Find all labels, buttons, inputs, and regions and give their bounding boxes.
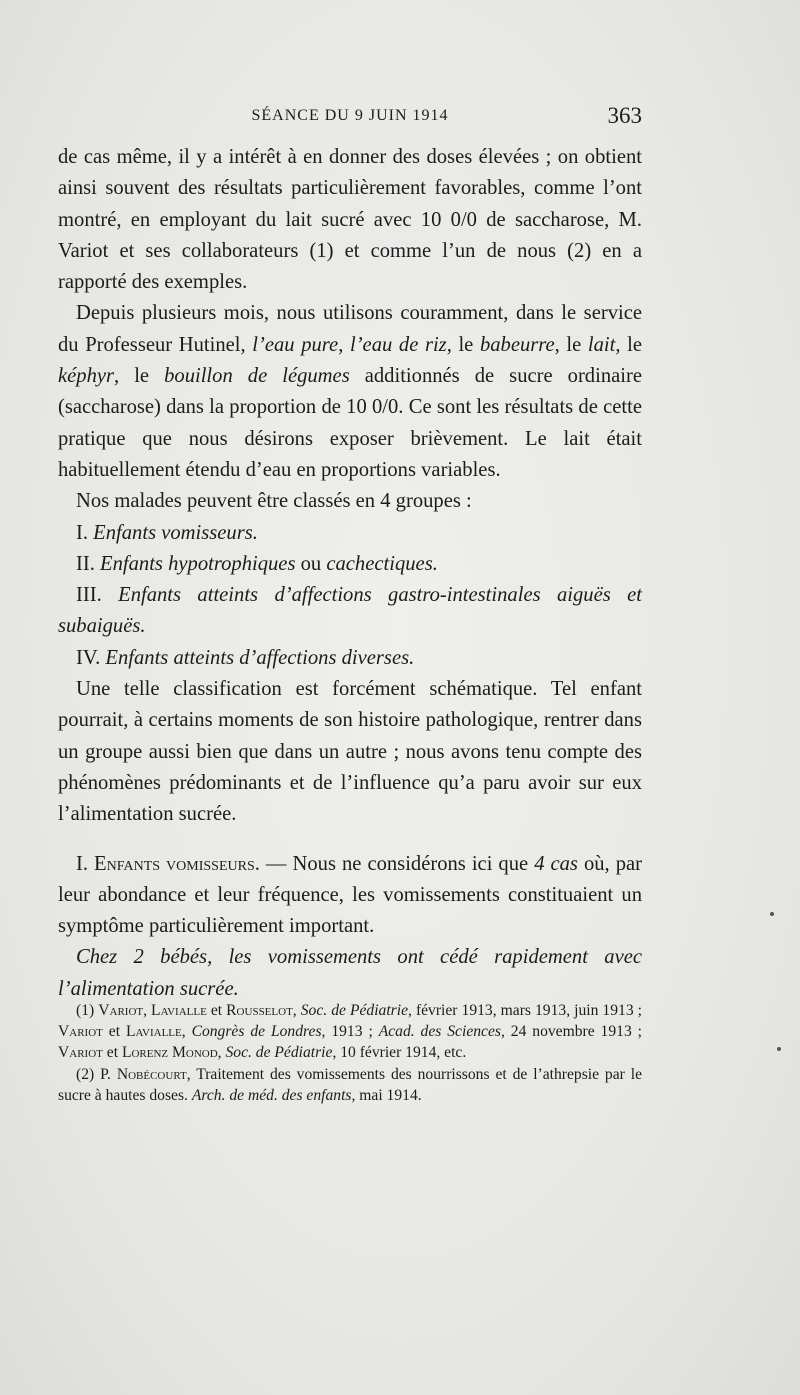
- group-number: IV.: [76, 646, 106, 669]
- group-label: Enfants atteints d’affections gastro-intestinales aiguës et subaiguës.: [58, 584, 642, 638]
- text-run: ,: [292, 1002, 301, 1019]
- group-label: Enfants hypotrophiques: [100, 552, 296, 575]
- italic-run: l’eau de riz: [349, 333, 447, 356]
- paragraph-italic-finding: [58, 942, 642, 1005]
- author-name: Lorenz Monod: [121, 1044, 218, 1062]
- paragraph-continuation: [58, 142, 642, 298]
- group-label: Enfants vomisseurs.: [93, 521, 258, 544]
- italic-run: Arch. de méd. des enfants: [191, 1086, 352, 1104]
- italic-run: 4 cas: [534, 852, 578, 875]
- text-run: (2) P.: [76, 1065, 117, 1083]
- text-run: , mai 1914.: [351, 1086, 422, 1104]
- text-run: (1): [76, 1002, 99, 1019]
- text-run: ,: [181, 1023, 192, 1041]
- italic-run: Acad. des Sciences: [378, 1023, 501, 1041]
- text-run: , février 1913, mars 1913, juin 1913 ;: [408, 1002, 642, 1019]
- text-run: Depuis plusieurs mois, nous utilisons couramment, dans le service du Professeur Hutinel,: [58, 302, 642, 356]
- italic-run: Soc. de Pédiatrie: [225, 1044, 333, 1062]
- group-item-3: [58, 580, 642, 643]
- group-number: III.: [76, 584, 119, 607]
- italic-run: Chez 2 bébés, les vomissements ont cédé rapidement avec l’alimentation sucrée.: [58, 946, 642, 1000]
- page-header: [58, 103, 642, 137]
- text-run: et: [206, 1002, 227, 1019]
- paragraph-groups-intro: [58, 486, 642, 517]
- author-name: Rousselot: [226, 1002, 293, 1019]
- text-run: ou: [295, 552, 327, 575]
- text-run: , le: [615, 333, 642, 356]
- italic-run: bouillon de légumes: [164, 365, 350, 388]
- text-run: , 1913 ;: [321, 1023, 379, 1041]
- text-run: additionnés de sucre ordinaire (saccharose) dans la proportion de 10 0/0. Ce sont les résultats de cette pratique que nous désirons exposer brièvement. Le lait était habituellement étendu d’eau en proportions variables.: [58, 365, 642, 481]
- group-label: Enfants atteints d’affections diverses.: [105, 646, 415, 669]
- text-run: et: [102, 1023, 126, 1041]
- italic-run: babeurre: [479, 333, 555, 356]
- page-number: 363: [607, 103, 642, 128]
- group-number: I.: [76, 521, 94, 544]
- text-run: , le: [114, 365, 165, 388]
- paragraph-classification: [58, 674, 642, 830]
- group-label: cachectiques.: [326, 552, 438, 575]
- group-number: II.: [76, 552, 101, 575]
- footnote-1: [58, 1000, 642, 1064]
- author-name: Lavialle: [125, 1023, 182, 1041]
- text-run: , 24 novembre 1913 ;: [500, 1023, 642, 1041]
- author-name: Variot: [58, 1023, 103, 1041]
- paper-speck: [777, 1047, 781, 1051]
- footnotes: [58, 1000, 642, 1106]
- text-run: où, par leur abondance et leur fréquence, les vomissements constituaient un symptôme particulièrement important.: [58, 852, 643, 938]
- italic-run: Soc. de Pédiatrie: [300, 1002, 408, 1019]
- text-run: — Nous ne considérons ici que: [259, 852, 535, 875]
- text-run: , le: [446, 333, 480, 356]
- italic-run: Congrès de Londres: [191, 1023, 322, 1041]
- text-run: ,: [338, 333, 350, 356]
- text-run: , Traitement des vomissements des nourrissons et de l’athrepsie par le sucre à hautes doses.: [58, 1065, 642, 1104]
- text-run: ,: [217, 1044, 226, 1062]
- text-run: de cas même, il y a intérêt à en donner des doses élevées ; on obtient ainsi souvent des résultats particulièrement favorables, comme l’ont montré, en employant du lait sucré avec 10 0/0 de saccharose, M. Variot et ses collaborateurs (1) et comme l’un de nous (2) en a rapporté des exemples.: [58, 146, 642, 294]
- group-item-4: [58, 643, 642, 674]
- section-heading: Enfants vomisseurs.: [94, 852, 260, 875]
- author-name: Nobécourt: [116, 1065, 187, 1083]
- section-number: I.: [76, 852, 95, 875]
- footnote-2: [58, 1064, 642, 1106]
- paper-speck: [770, 912, 774, 916]
- group-item-2: [58, 549, 642, 580]
- author-name: Variot, Lavialle: [98, 1002, 207, 1019]
- author-name: Variot: [58, 1044, 103, 1062]
- text-run: Nos malades peuvent être classés en 4 groupes :: [76, 490, 472, 513]
- paragraph-methods: [58, 298, 642, 486]
- text-run: , le: [554, 333, 588, 356]
- body-text: [58, 142, 642, 1005]
- text-run: , 10 février 1914, etc.: [332, 1044, 467, 1062]
- italic-run: képhyr: [58, 365, 115, 388]
- running-title: SÉANCE DU 9 JUIN 1914: [251, 107, 449, 124]
- italic-run: l’eau pure: [252, 333, 339, 356]
- text-run: Une telle classification est forcément schématique. Tel enfant pourrait, à certains moments de son histoire pathologique, rentrer dans un groupe aussi bien que dans un autre ; nous avons tenu compte des phénomènes prédominants et de l’influence qu’a paru avoir sur eux l’alimentation sucrée.: [58, 678, 642, 826]
- text-run: et: [102, 1044, 122, 1062]
- italic-run: lait: [587, 333, 616, 356]
- group-item-1: [58, 518, 642, 549]
- paragraph-section-vomisseurs: [58, 849, 642, 943]
